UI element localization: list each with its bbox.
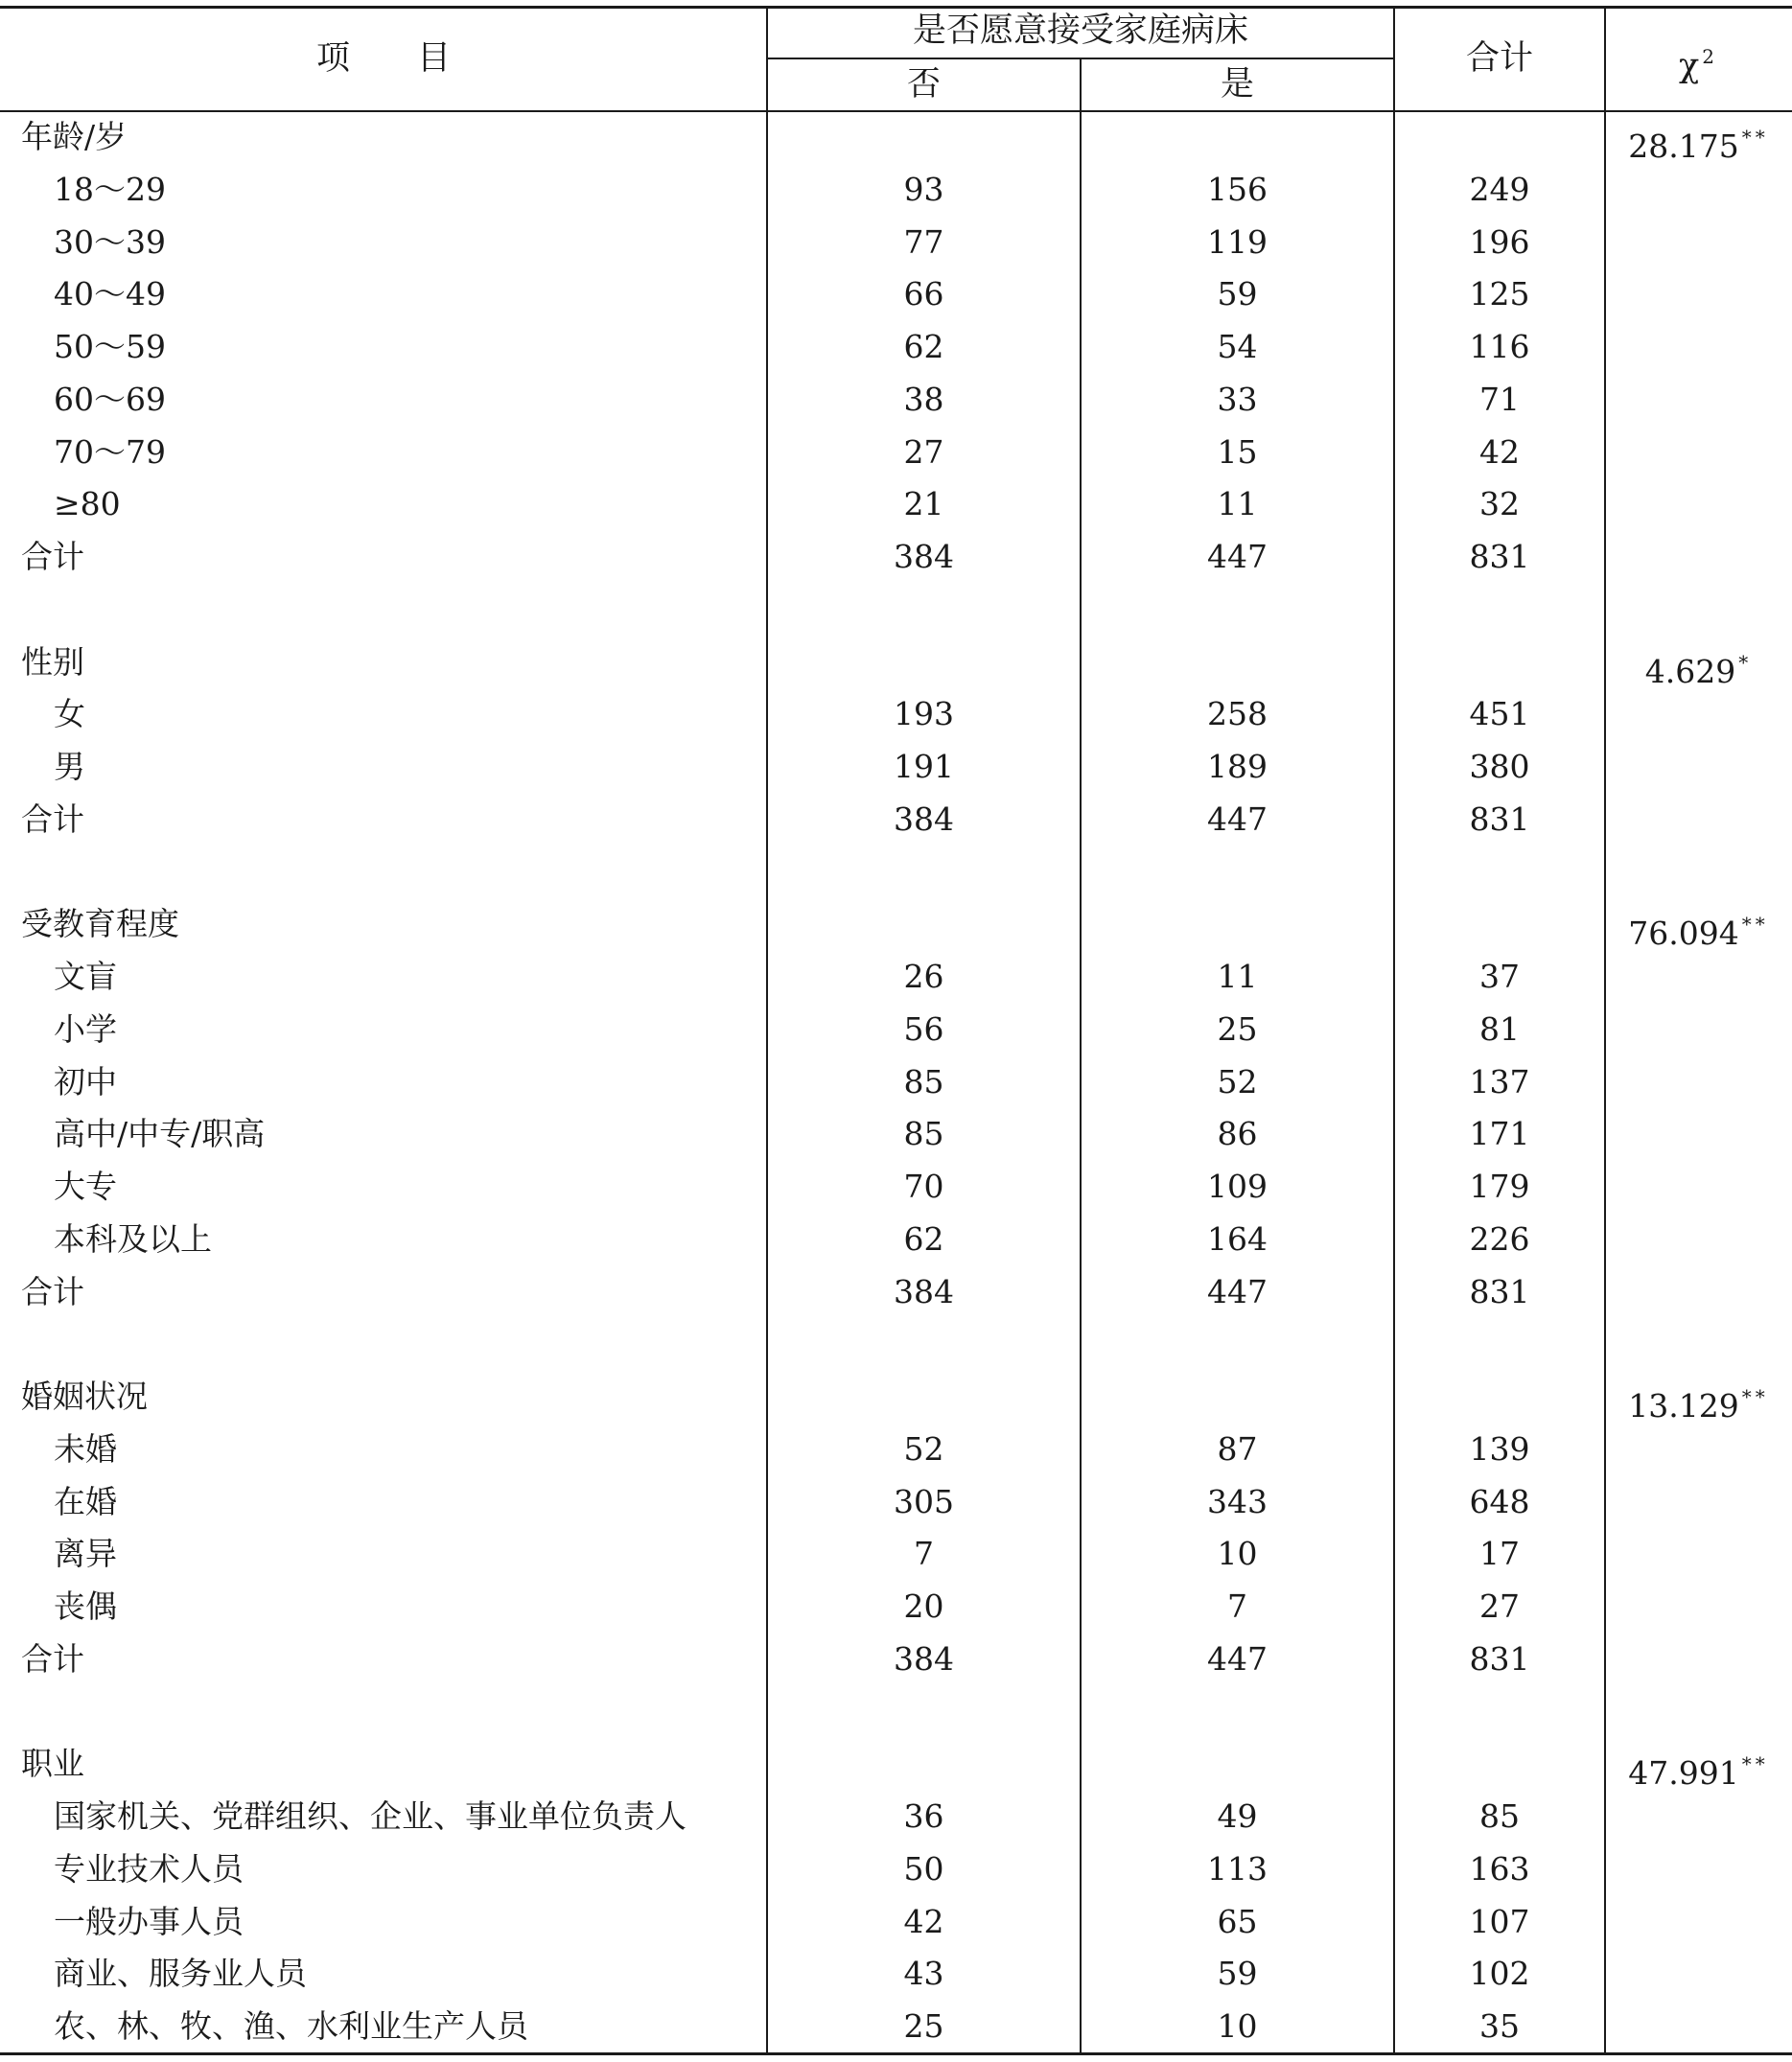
cell-yes: 258 [1207,695,1268,733]
significance-mark: ** [1741,1385,1769,1408]
row-label: 女 [54,695,85,733]
subtotal-label: 合计 [21,1272,84,1310]
cell-no: 193 [894,695,954,733]
chi-value: 76.094 [1628,915,1739,953]
subtotal-yes: 447 [1207,1272,1268,1310]
section-title: 性别 [21,642,84,681]
cell-no: 62 [903,328,944,365]
cell-no: 38 [903,380,944,418]
cell-no: 50 [903,1849,944,1888]
cell-no: 85 [903,1115,944,1153]
row-label: 一般办事人员 [54,1902,244,1940]
subtotal-label: 合计 [21,1639,84,1678]
cell-total: 179 [1469,1168,1530,1205]
cell-yes: 189 [1207,748,1268,785]
cell-yes: 65 [1217,1902,1258,1940]
cell-no: 21 [903,485,944,523]
cell-total: 139 [1469,1429,1530,1468]
cell-no: 20 [903,1587,944,1625]
subtotal-no: 384 [894,1272,954,1310]
cell-yes: 59 [1217,275,1258,313]
row-label: 农、林、牧、渔、水利业生产人员 [54,2007,528,2045]
cell-no: 191 [894,748,954,785]
cell-total: 116 [1469,328,1530,365]
row-label: ≥80 [54,485,121,523]
chi-square-value [1605,905,1792,953]
chi-square-value [1605,643,1792,690]
cell-yes: 52 [1217,1062,1258,1101]
cell-total: 32 [1479,485,1520,523]
row-label: 丧偶 [54,1587,117,1625]
cell-no: 27 [903,432,944,471]
cell-yes: 25 [1217,1009,1258,1048]
chi-square-value [1605,1378,1792,1425]
cell-total: 27 [1479,1587,1520,1625]
cell-no: 85 [903,1062,944,1101]
row-label: 商业、服务业人员 [54,1955,307,1993]
cell-no: 62 [903,1219,944,1258]
header-bottom-rule [0,110,1792,112]
row-label: 初中 [54,1062,117,1101]
cell-no: 305 [894,1482,954,1520]
row-label: 在婚 [54,1482,117,1520]
bottom-rule [0,2052,1792,2055]
subtotal-yes: 447 [1207,538,1268,575]
header-chi-square [1605,35,1792,87]
cell-yes: 15 [1217,432,1258,471]
row-label: 50～59 [54,328,166,365]
cell-total: 81 [1479,1009,1520,1048]
cell-total: 249 [1469,170,1530,208]
top-rule [0,6,1792,9]
row-label: 离异 [54,1535,117,1573]
cell-yes: 119 [1207,222,1268,261]
significance-mark: ** [1741,913,1769,937]
chi-superscript: 2 [1702,45,1718,68]
section-title: 职业 [21,1745,84,1783]
significance-mark: ** [1741,1752,1769,1776]
row-label: 18～29 [54,170,166,208]
cell-total: 17 [1479,1535,1520,1573]
cell-total: 107 [1469,1902,1530,1940]
header-item: 项 目 [315,39,451,78]
cell-total: 35 [1479,2007,1520,2045]
cell-total: 125 [1469,275,1530,313]
cell-no: 66 [903,275,944,313]
subtotal-total: 831 [1469,538,1530,575]
cell-total: 380 [1469,748,1530,785]
subtotal-yes: 447 [1207,1639,1268,1678]
cell-yes: 86 [1217,1115,1258,1153]
cell-yes: 109 [1207,1168,1268,1205]
cell-no: 42 [903,1902,944,1940]
subtotal-no: 384 [894,1639,954,1678]
subtotal-total: 831 [1469,1272,1530,1310]
cell-total: 451 [1469,695,1530,733]
header-group: 是否愿意接受家庭病床 [912,12,1248,50]
row-label: 本科及以上 [54,1219,212,1258]
cell-yes: 343 [1207,1482,1268,1520]
cell-total: 163 [1469,1849,1530,1888]
cell-no: 7 [914,1535,934,1573]
cell-total: 137 [1469,1062,1530,1101]
row-label: 30～39 [54,222,166,261]
chi-value: 47.991 [1628,1754,1739,1793]
cell-no: 25 [903,2007,944,2045]
row-label: 国家机关、党群组织、企业、事业单位负责人 [54,1797,687,1835]
cell-no: 36 [903,1797,944,1835]
subtotal-total: 831 [1469,799,1530,838]
row-label: 小学 [54,1009,117,1048]
chi-symbol: χ [1679,47,1700,85]
row-label: 男 [54,748,85,785]
chi-square-value [1605,1745,1792,1793]
row-label: 40～49 [54,275,166,313]
chi-square-value [1605,118,1792,165]
cell-no: 43 [903,1955,944,1993]
subtotal-label: 合计 [21,799,84,838]
header-no: 否 [906,65,941,104]
cell-yes: 54 [1217,328,1258,365]
cell-no: 26 [903,958,944,995]
row-label: 70～79 [54,432,166,471]
subtotal-total: 831 [1469,1639,1530,1678]
header-yes: 是 [1220,65,1254,104]
cell-yes: 156 [1207,170,1268,208]
significance-mark: ** [1741,126,1769,149]
cell-total: 85 [1479,1797,1520,1835]
chi-value: 13.129 [1628,1387,1739,1425]
row-label: 大专 [54,1168,117,1205]
cell-yes: 10 [1217,1535,1258,1573]
cell-yes: 33 [1217,380,1258,418]
cell-yes: 11 [1217,485,1258,523]
header-total: 合计 [1465,39,1533,78]
chi-value: 4.629 [1644,652,1736,690]
subtotal-no: 384 [894,799,954,838]
cell-total: 171 [1469,1115,1530,1153]
cell-total: 226 [1469,1219,1530,1258]
cell-no: 52 [903,1429,944,1468]
row-label: 60～69 [54,380,166,418]
section-title: 年龄/岁 [21,118,128,155]
cell-yes: 164 [1207,1219,1268,1258]
row-label: 专业技术人员 [54,1849,244,1888]
cell-total: 648 [1469,1482,1530,1520]
section-title: 受教育程度 [21,905,179,943]
cell-yes: 113 [1207,1849,1268,1888]
cell-no: 56 [903,1009,944,1048]
row-label: 文盲 [54,958,117,995]
subtotal-yes: 447 [1207,799,1268,838]
chi-value: 28.175 [1628,127,1739,165]
significance-mark: * [1738,650,1753,674]
cell-yes: 87 [1217,1429,1258,1468]
subtotal-label: 合计 [21,538,84,575]
cell-yes: 10 [1217,2007,1258,2045]
subtotal-no: 384 [894,538,954,575]
cell-total: 37 [1479,958,1520,995]
cell-total: 196 [1469,222,1530,261]
row-label: 未婚 [54,1429,117,1468]
cell-yes: 49 [1217,1797,1258,1835]
cell-no: 77 [903,222,944,261]
cell-total: 71 [1479,380,1520,418]
section-title: 婚姻状况 [21,1378,148,1415]
cell-yes: 7 [1227,1587,1247,1625]
cell-yes: 11 [1217,958,1258,995]
row-label: 高中/中专/职高 [54,1115,266,1153]
cell-total: 102 [1469,1955,1530,1993]
cell-no: 93 [903,170,944,208]
cell-total: 42 [1479,432,1520,471]
cell-no: 70 [903,1168,944,1205]
cell-yes: 59 [1217,1955,1258,1993]
